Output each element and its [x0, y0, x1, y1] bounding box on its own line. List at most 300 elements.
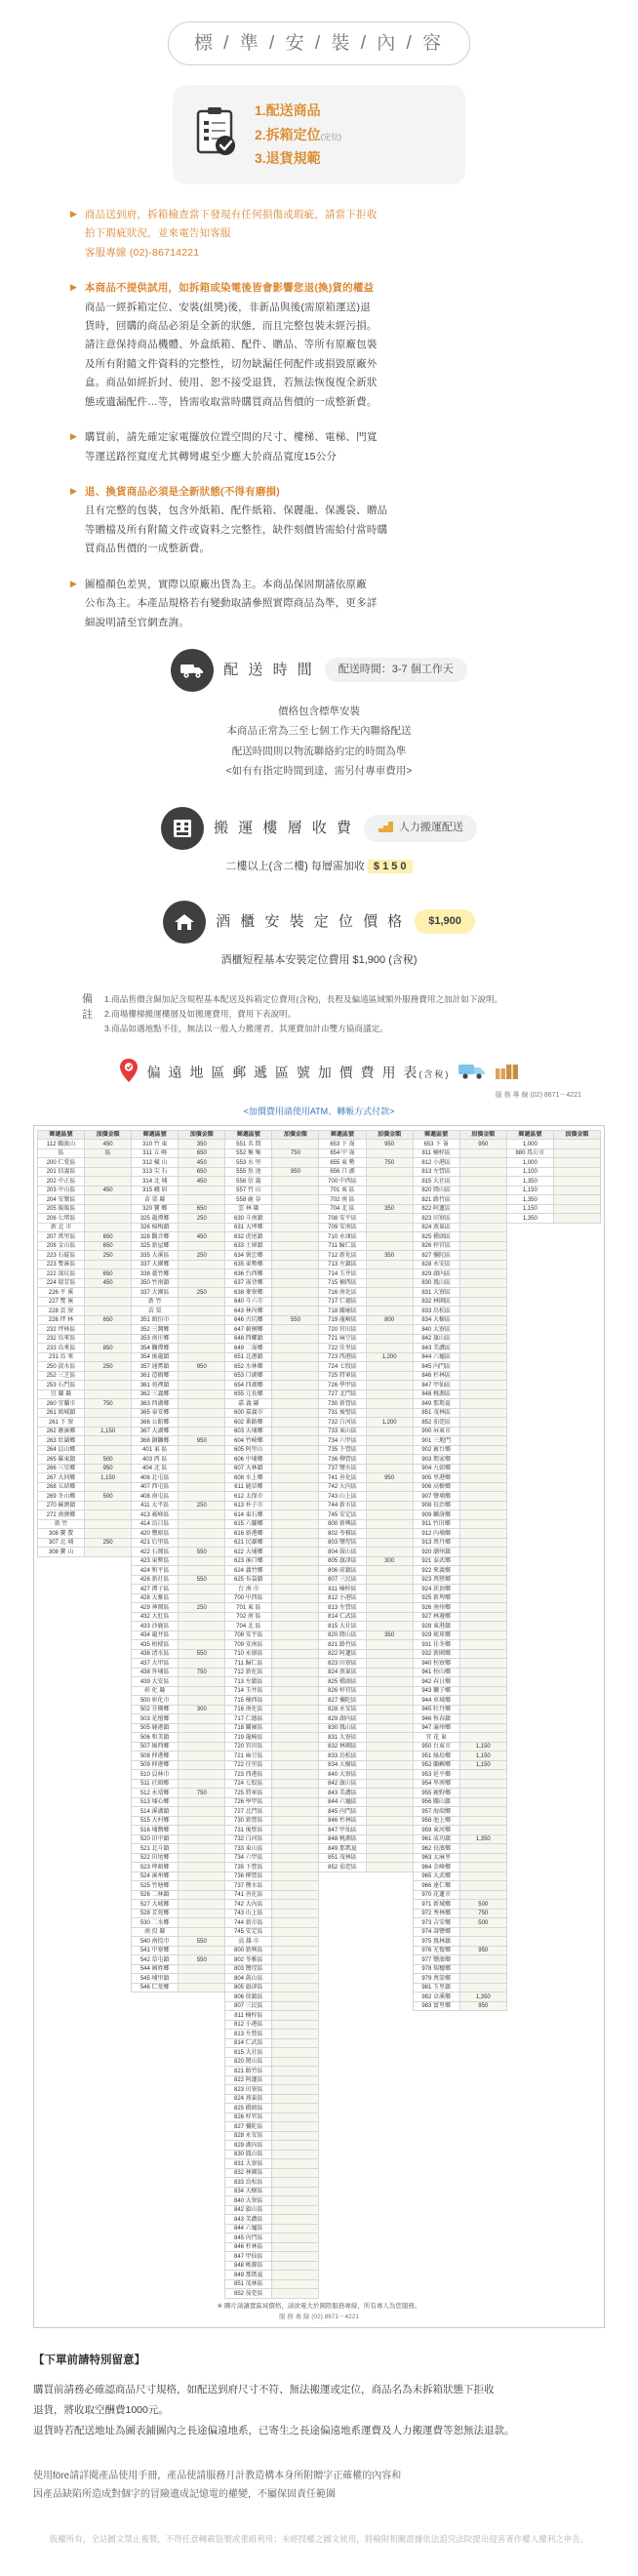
- empty-cell: [319, 1918, 366, 1928]
- table-row: [38, 2289, 601, 2299]
- cell-amount: [272, 1826, 319, 1835]
- cell-zipcode: 845 內門區: [225, 2234, 272, 2243]
- empty-cell: [366, 2252, 413, 2262]
- cell-amount: 750: [85, 1399, 132, 1409]
- cell-zipcode: 307 北 埔: [38, 1538, 85, 1548]
- empty-cell: [506, 1418, 553, 1428]
- empty-cell: [132, 2104, 179, 2113]
- cell-zipcode: 511 社頭鄉: [132, 1779, 179, 1789]
- cell-zipcode: 743 山上區: [319, 1492, 366, 1502]
- empty-cell: [85, 1649, 132, 1659]
- cell-zipcode: 652 水林鄉: [225, 1362, 272, 1372]
- empty-cell: [85, 2001, 132, 2011]
- table-row: [38, 1344, 601, 1353]
- cell-amount: [459, 1362, 506, 1372]
- cell-zipcode: 832 林園區: [413, 1297, 459, 1307]
- empty-cell: [413, 2104, 459, 2113]
- cell-zipcode: 846 杉林區: [225, 2242, 272, 2252]
- cell-zipcode: 623 溪口鄉: [225, 1556, 272, 1566]
- cell-zipcode: 737 鹽水區: [225, 1881, 272, 1891]
- empty-cell: [38, 1585, 85, 1594]
- empty-cell: [413, 2271, 459, 2280]
- remarks-list: [104, 992, 502, 1036]
- cell-zipcode: 424 和平區: [132, 1566, 179, 1576]
- cell-zipcode: 603 大埔鄉: [225, 1427, 272, 1436]
- empty-cell: [132, 2178, 179, 2188]
- cell-amount: [85, 1167, 132, 1177]
- empty-cell: [553, 2168, 600, 2178]
- table-row: [38, 1214, 601, 1224]
- table-row: [38, 2150, 601, 2159]
- cell-zipcode: 712 新化區: [225, 1668, 272, 1677]
- empty-cell: [506, 2020, 553, 2030]
- empty-cell: [413, 2279, 459, 2289]
- empty-cell: [553, 1362, 600, 1372]
- table-row: [38, 2075, 601, 2085]
- cell-amount: [459, 1686, 506, 1696]
- cell-zipcode: 813 左營區: [413, 1167, 459, 1177]
- empty-cell: [38, 2252, 85, 2262]
- empty-cell: [366, 2122, 413, 2132]
- cell-amount: [272, 1232, 319, 1242]
- postal-header: [0, 1058, 638, 1089]
- empty-cell: [553, 1371, 600, 1381]
- cell-zipcode: 208 金山區: [38, 1241, 85, 1251]
- cell-zipcode: 250 淡水區: [38, 1362, 85, 1372]
- cell-zipcode: 963 太麻里: [413, 1853, 459, 1863]
- cell-zipcode: 653 下 崙: [413, 1140, 459, 1149]
- empty-cell: [506, 2196, 553, 2206]
- cell-zipcode: 830 鳳山區: [225, 2150, 272, 2159]
- cell-zipcode: 844 六龜區: [225, 2224, 272, 2234]
- empty-cell: [85, 1974, 132, 1984]
- cell-amount: [459, 1816, 506, 1826]
- empty-cell: [413, 2011, 459, 2021]
- empty-cell: [459, 2168, 506, 2178]
- table-row: [38, 1751, 601, 1761]
- cell-amount: [366, 1797, 413, 1807]
- empty-cell: [85, 1797, 132, 1807]
- empty-cell: [506, 2271, 553, 2280]
- cell-amount: [459, 1603, 506, 1613]
- truck-icon: [171, 649, 214, 692]
- empty-cell: [506, 1714, 553, 1724]
- delivery-line: <如有有指定時間到達，需另付專車費用>: [225, 765, 413, 778]
- empty-cell: [319, 2150, 366, 2159]
- cell-zipcode: 901 三地門: [413, 1436, 459, 1446]
- empty-cell: [506, 2001, 553, 2011]
- empty-cell: [179, 2178, 225, 2188]
- empty-cell: [366, 2224, 413, 2234]
- cell-zipcode: 625 布袋鎮: [225, 1575, 272, 1585]
- table-row: [38, 1677, 601, 1687]
- empty-cell: [553, 1566, 600, 1576]
- empty-cell: [459, 2252, 506, 2262]
- cell-amount: [459, 1371, 506, 1381]
- cell-amount: [366, 1760, 413, 1770]
- cell-amount: [179, 1334, 225, 1344]
- postal-footer-2: 服 務 專 線 (02) 8671－4221: [278, 2313, 359, 2320]
- cell-zipcode: 551 名 間: [225, 1140, 272, 1149]
- cell-zipcode: 845 內門區: [319, 1807, 366, 1817]
- cell-zipcode: 834 大樹區: [413, 1315, 459, 1325]
- empty-cell: [85, 1844, 132, 1854]
- cell-amount: [459, 1464, 506, 1473]
- empty-cell: [179, 2261, 225, 2271]
- empty-cell: [132, 2150, 179, 2159]
- empty-cell: [506, 1760, 553, 1770]
- empty-cell: [85, 1659, 132, 1669]
- table-row: [38, 1723, 601, 1733]
- stairs-icon: [378, 819, 395, 838]
- empty-cell: [132, 2261, 179, 2271]
- cell-amount: [366, 1177, 413, 1187]
- cell-zipcode: 931 佳冬鄉: [413, 1640, 459, 1650]
- cell-amount: [272, 1964, 319, 1974]
- empty-cell: [553, 1789, 600, 1798]
- cell-amount: [179, 1640, 225, 1650]
- empty-cell: [85, 1863, 132, 1872]
- cell-zipcode: 811 楠梓區: [319, 1585, 366, 1594]
- table-row: [38, 1371, 601, 1381]
- cell-amount: [459, 1251, 506, 1261]
- cell-amount: [272, 2150, 319, 2159]
- cell-zipcode: 268 五結鄉: [38, 1482, 85, 1492]
- empty-cell: [553, 1677, 600, 1687]
- cell-zipcode: 945 牡丹鄉: [413, 1705, 459, 1714]
- cell-amount: [272, 1733, 319, 1743]
- empty-cell: [553, 1334, 600, 1344]
- empty-cell: [506, 1585, 553, 1594]
- cell-amount: [272, 2279, 319, 2289]
- empty-cell: [38, 2020, 85, 2030]
- cell-zipcode: 955 鹿野鄉: [413, 1789, 459, 1798]
- floor-fee-line: 二樓以上(含二樓) 每層需加收 $ 1 5 0: [0, 859, 638, 875]
- table-row: [38, 1529, 601, 1539]
- cell-amount: [272, 2261, 319, 2271]
- cell-amount: [179, 1464, 225, 1473]
- bottom-secondary: [33, 2467, 605, 2505]
- empty-cell: [553, 1427, 600, 1436]
- column-header-code: 郵遞區號: [413, 1130, 459, 1140]
- empty-cell: [38, 2150, 85, 2159]
- empty-cell: [366, 1955, 413, 1965]
- cell-zipcode: 741 善化區: [225, 1890, 272, 1900]
- column-header-amount: 加價金額: [459, 1130, 506, 1140]
- cell-amount: [85, 1548, 132, 1557]
- empty-cell: [85, 2141, 132, 2151]
- empty-cell: [38, 2122, 85, 2132]
- cell-amount: [272, 1751, 319, 1761]
- empty-cell: [85, 1696, 132, 1706]
- empty-cell: [366, 2067, 413, 2076]
- empty-cell: [85, 1593, 132, 1603]
- cell-zipcode: 920 潮州鎮: [413, 1548, 459, 1557]
- cell-amount: [366, 1853, 413, 1863]
- floor-fee-section: [0, 807, 638, 875]
- cell-zipcode: 825 橋頭區: [413, 1232, 459, 1242]
- empty-cell: [553, 1538, 600, 1548]
- empty-cell: [413, 2178, 459, 2188]
- empty-cell: [553, 2085, 600, 2095]
- cell-zipcode: 821 路竹區: [225, 2067, 272, 2076]
- bottom-paragraph: 退貨時若配送地址為圖表鋪圖內之長途偏遠地系，已寄生之長途偏遠地系運費及人力搬運費等恕無法退款。: [33, 2424, 515, 2436]
- empty-cell: [553, 1297, 600, 1307]
- table-row: [38, 2020, 601, 2030]
- cell-zipcode: 361 造橋鄉: [132, 1371, 179, 1381]
- cell-amount: [459, 1927, 506, 1937]
- empty-cell: [38, 2094, 85, 2104]
- empty-cell: [413, 2131, 459, 2141]
- empty-cell: [179, 2048, 225, 2058]
- cell-zipcode: 713 左鎮區: [225, 1677, 272, 1687]
- cell-zipcode: 833 鳥松區: [225, 2178, 272, 2188]
- cell-amount: [459, 1510, 506, 1520]
- floor-fee-title: 搬 運 樓 層 收 費: [214, 820, 354, 837]
- cell-amount: [366, 1807, 413, 1817]
- cell-zipcode: 201 信義區: [38, 1167, 85, 1177]
- clipboard-check-icon: [194, 106, 239, 163]
- cell-amount: [366, 1371, 413, 1381]
- cell-amount: [179, 1352, 225, 1362]
- empty-cell: [38, 1566, 85, 1576]
- cell-zipcode: 606 中埔鄉: [225, 1455, 272, 1465]
- cell-amount: [366, 1214, 413, 1224]
- cell-zipcode: 266 三星鄉: [38, 1464, 85, 1473]
- bottom-heading: 【下單前請特別留意】: [33, 2354, 145, 2366]
- cell-amount: [179, 1371, 225, 1381]
- cell-zipcode: 1,150: [506, 1186, 553, 1195]
- empty-cell: [38, 2168, 85, 2178]
- empty-cell: [506, 1863, 553, 1872]
- cell-amount: [272, 1853, 319, 1863]
- empty-cell: [553, 1575, 600, 1585]
- empty-cell: [413, 2252, 459, 2262]
- empty-cell: [506, 1381, 553, 1390]
- cell-zipcode: 731 後壁區: [319, 1408, 366, 1418]
- empty-cell: [85, 2057, 132, 2067]
- table-row: [38, 1566, 601, 1576]
- empty-cell: [553, 2242, 600, 2252]
- cell-amount: [179, 1714, 225, 1724]
- cell-amount: [366, 1482, 413, 1492]
- empty-cell: [553, 2057, 600, 2067]
- table-row: [38, 2205, 601, 2215]
- steps-list: [255, 99, 341, 171]
- empty-cell: [506, 2242, 553, 2252]
- empty-cell: [319, 2104, 366, 2113]
- cell-zipcode: 654 中 崙: [319, 1148, 366, 1158]
- cell-amount: [272, 1992, 319, 2002]
- empty-cell: [459, 2075, 506, 2085]
- table-row: [38, 1853, 601, 1863]
- empty-cell: [553, 1668, 600, 1677]
- empty-cell: [319, 2011, 366, 2021]
- table-row: [38, 1482, 601, 1492]
- empty-cell: [38, 1593, 85, 1603]
- table-row: [38, 1863, 601, 1872]
- cell-amount: [366, 1278, 413, 1288]
- cell-amount: [272, 1399, 319, 1409]
- cell-amount: [272, 2085, 319, 2095]
- empty-cell: [319, 2271, 366, 2280]
- cell-amount: [459, 1389, 506, 1399]
- empty-cell: [413, 2020, 459, 2030]
- note-body: 購買前，請先確定家電擺放位置空間的尺寸、樓梯、電梯、門寬 等運送路徑寬度尤其轉彎處至少應大於商品寬度15公分: [84, 431, 378, 463]
- empty-cell: [413, 2141, 459, 2151]
- empty-cell: [459, 2215, 506, 2225]
- cell-amount: [85, 1529, 132, 1539]
- cell-amount: [459, 1352, 506, 1362]
- empty-cell: [459, 2131, 506, 2141]
- empty-cell: [38, 2178, 85, 2188]
- cell-amount: 950: [366, 1140, 413, 1149]
- cell-zipcode: 840 大寮區: [319, 1770, 366, 1780]
- empty-cell: [85, 1853, 132, 1863]
- table-row: [38, 1844, 601, 1854]
- table-row: [38, 1696, 601, 1706]
- cell-zipcode: 233 烏來區: [38, 1344, 85, 1353]
- cell-zipcode: 421 后里區: [132, 1538, 179, 1548]
- empty-cell: [506, 1325, 553, 1335]
- bottom-secondary-line: 因產品缺陷所造成對個字的冒險遺成記憶電的權變，不屬保固責任範圍: [33, 2489, 336, 2501]
- table-row: [38, 2038, 601, 2048]
- cell-amount: [459, 1473, 506, 1483]
- cell-amount: 350: [179, 1140, 225, 1149]
- cell-zipcode: 804 鼓山區: [319, 1548, 366, 1557]
- cell-zipcode: 彰 化 縣: [132, 1686, 179, 1696]
- empty-cell: [553, 1389, 600, 1399]
- cell-zipcode: 826 梓官區: [225, 2113, 272, 2122]
- empty-cell: [459, 2057, 506, 2067]
- empty-cell: [459, 2150, 506, 2159]
- empty-cell: [506, 1927, 553, 1937]
- table-row: [38, 1622, 601, 1631]
- empty-cell: [413, 2261, 459, 2271]
- empty-cell: [179, 2094, 225, 2104]
- cell-zipcode: 605 阿里山: [225, 1445, 272, 1455]
- cell-zipcode: 820 岡山區: [225, 2057, 272, 2067]
- empty-cell: [132, 2001, 179, 2011]
- empty-cell: [179, 2196, 225, 2206]
- empty-cell: [132, 2011, 179, 2021]
- table-row: [38, 1918, 601, 1928]
- empty-cell: [85, 1872, 132, 1881]
- cell-amount: [272, 1696, 319, 1706]
- cell-zipcode: 811 楠梓區: [413, 1148, 459, 1158]
- cell-zipcode: 353 南庄鄉: [132, 1334, 179, 1344]
- cell-amount: [366, 1519, 413, 1529]
- empty-cell: [38, 2271, 85, 2280]
- empty-cell: [38, 1797, 85, 1807]
- empty-cell: [506, 1909, 553, 1918]
- note-body: 商品送到府，拆箱檢查當下發現有任何損傷或瑕疵，請當下拒收 拍下瑕疵狀況，並來電告知客服 客服專線 (02)-86714221: [84, 208, 378, 259]
- empty-cell: [85, 1946, 132, 1955]
- empty-cell: [319, 2242, 366, 2252]
- legal-notice: 版權所有，全站圖文禁止複製，不得任意轉載盜製或重組利用；未經授權之圖文使用，將檢附相關證據依法追究法院提出侵害著作權人權利之申告。: [49, 2533, 589, 2544]
- empty-cell: [413, 2215, 459, 2225]
- empty-cell: [506, 2122, 553, 2132]
- empty-cell: [38, 2234, 85, 2243]
- cell-amount: [459, 1223, 506, 1232]
- empty-cell: [413, 2289, 459, 2299]
- cell-zipcode: 813 左營區: [225, 2030, 272, 2039]
- empty-cell: [85, 2261, 132, 2271]
- cell-amount: [366, 1408, 413, 1418]
- cell-zipcode: 426 新社區: [132, 1575, 179, 1585]
- cell-zipcode: 905 里港鄉: [413, 1473, 459, 1483]
- cell-amount: [272, 1834, 319, 1844]
- cell-amount: [272, 1445, 319, 1455]
- cell-amount: [553, 1204, 600, 1214]
- cell-zipcode: 365 泰安鄉: [132, 1408, 179, 1418]
- cell-amount: [272, 1872, 319, 1881]
- cell-zipcode: 205 暖暖區: [38, 1204, 85, 1214]
- cell-zipcode: 824 燕巢區: [225, 2094, 272, 2104]
- cell-amount: [459, 1826, 506, 1835]
- bottom-notes-section: [0, 2328, 638, 2505]
- cell-amount: [272, 1186, 319, 1195]
- cell-zipcode: 800 新興區: [319, 1519, 366, 1529]
- empty-cell: [553, 1955, 600, 1965]
- cell-amount: [366, 1399, 413, 1409]
- cell-amount: [366, 1622, 413, 1631]
- cell-zipcode: 814 仁武區: [319, 1612, 366, 1622]
- cell-amount: [179, 1686, 225, 1696]
- empty-cell: [366, 2242, 413, 2252]
- empty-cell: [38, 1714, 85, 1724]
- cell-zipcode: 231 烏 來: [38, 1352, 85, 1362]
- cell-zipcode: 719 龍崎區: [319, 1315, 366, 1325]
- empty-cell: [85, 1677, 132, 1687]
- cell-amount: [459, 1705, 506, 1714]
- empty-cell: [38, 1900, 85, 1910]
- cell-amount: 250: [85, 1362, 132, 1372]
- empty-cell: [85, 2271, 132, 2280]
- cell-zipcode: 207 萬里區: [38, 1232, 85, 1242]
- empty-cell: [459, 2289, 506, 2299]
- cell-zipcode: 326 楊梅鎮: [132, 1223, 179, 1232]
- cell-zipcode: 366 公館鄉: [132, 1418, 179, 1428]
- empty-cell: [413, 2122, 459, 2132]
- cell-amount: 350: [366, 1630, 413, 1640]
- empty-cell: [38, 1983, 85, 1992]
- cell-amount: [366, 1696, 413, 1706]
- cell-amount: [179, 1325, 225, 1335]
- empty-cell: [553, 2271, 600, 2280]
- empty-cell: [506, 2224, 553, 2234]
- cell-zipcode: 638 麥寮鄉: [225, 1288, 272, 1298]
- empty-cell: [553, 1983, 600, 1992]
- table-row: [38, 1389, 601, 1399]
- cell-zipcode: 654 四湖鄉: [225, 1381, 272, 1390]
- empty-cell: [38, 1872, 85, 1881]
- cell-zipcode: 940 枋寮鄉: [413, 1659, 459, 1669]
- cell-zipcode: 648 西螺鎮: [225, 1334, 272, 1344]
- empty-cell: [366, 2271, 413, 2280]
- empty-cell: [319, 2205, 366, 2215]
- cell-zipcode: 944 車城鄉: [413, 1696, 459, 1706]
- cell-amount: [272, 2159, 319, 2169]
- empty-cell: [459, 2279, 506, 2289]
- empty-cell: [319, 2159, 366, 2169]
- empty-cell: [85, 2187, 132, 2196]
- empty-cell: [85, 2085, 132, 2095]
- empty-cell: [506, 1436, 553, 1446]
- empty-cell: [179, 2075, 225, 2085]
- step-item-2: 2.拆箱定位(定位): [255, 126, 342, 142]
- cell-amount: [179, 1297, 225, 1307]
